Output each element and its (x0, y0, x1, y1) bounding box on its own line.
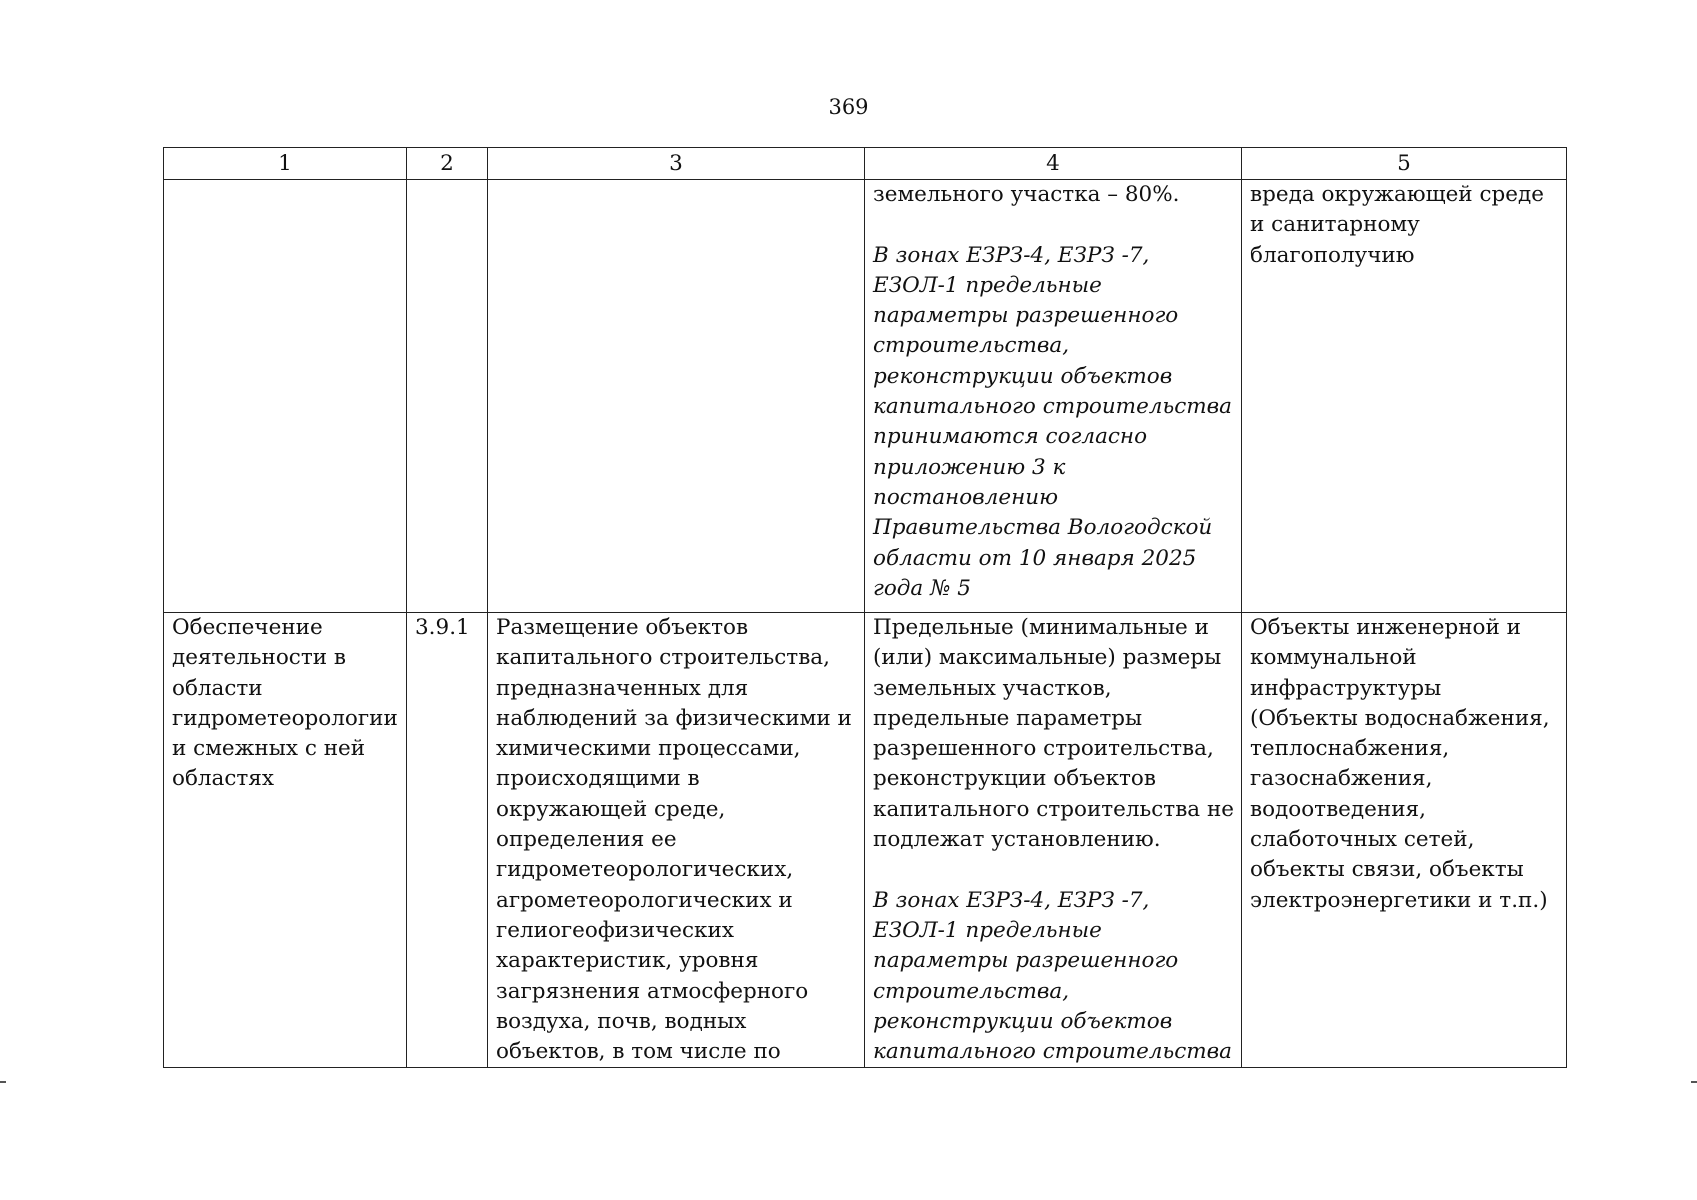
cell-text-line: благополучию (1250, 242, 1415, 268)
cell-italic-line: В зонах ЕЗРЗ-4, ЕЗРЗ -7, (873, 242, 1150, 268)
scan-edge-mark (1691, 1081, 1697, 1083)
cell-italic-line: В зонах ЕЗРЗ-4, ЕЗРЗ -7, (873, 887, 1150, 913)
paragraph-spacer (873, 855, 1234, 885)
cell-italic-line: ЕЗОЛ-1 предельные (873, 272, 1102, 298)
cell-text-line: 3.9.1 (415, 615, 470, 640)
cell-text-line: земельного участка – 80%. (873, 182, 1180, 207)
cell-italic-line: капитального строительства (873, 394, 1232, 420)
cell-text-line: объекты связи, объекты (1250, 857, 1524, 883)
cell-text-line: определения ее (496, 827, 677, 853)
cell-text-line: и смежных с ней (172, 736, 366, 762)
cell-text-line: реконструкции объектов (873, 766, 1156, 792)
cell-text-line: гидрометеорологических, (496, 857, 794, 883)
cell-italic-line: Правительства Вологодской (873, 515, 1213, 541)
cell-text-line: гелиогеофизических (496, 917, 734, 943)
cell-text-line: подлежат установлению. (873, 827, 1161, 853)
paragraph-spacer (873, 210, 1234, 240)
cell-text-line: наблюдений за физическими и (496, 705, 852, 731)
cell-text-line: Объекты инженерной и (1250, 615, 1521, 640)
cell-text-line: загрязнения атмосферного (496, 978, 809, 1004)
cell-italic-line: строительства, (873, 978, 1070, 1004)
cell-text-line: областях (172, 766, 274, 792)
cell-italic-line: постановлению (873, 484, 1059, 510)
cell-text-line: (Объекты водоснабжения, (1250, 705, 1550, 731)
cell-text-line: воздуха, почв, водных (496, 1008, 747, 1034)
cell-text-line: инфраструктуры (1250, 675, 1442, 701)
cell-italic-line: области от 10 января 2025 (873, 545, 1197, 571)
cell-italic-line: параметры разрешенного (873, 303, 1179, 329)
cell-auxiliary-uses (1242, 613, 1567, 1068)
cell-text-line: теплоснабжения, (1250, 736, 1450, 762)
cell-italic-line: года № 5 (873, 575, 971, 601)
cell-text-line: деятельности в (172, 645, 346, 671)
cell-use-description (488, 613, 865, 1068)
header-cell-5: 5 (1242, 148, 1567, 180)
cell-text-line: электроэнергетики и т.п.) (1250, 887, 1548, 913)
cell-text-line: земельных участков, (873, 675, 1112, 701)
header-cell-4: 4 (865, 148, 1242, 180)
table-header-row (164, 148, 1567, 180)
cell-italic-line: параметры разрешенного (873, 948, 1179, 974)
cell-text-line: агрометеорологических и (496, 887, 793, 913)
cell-italic-line: реконструкции объектов (873, 363, 1173, 389)
cell-auxiliary-uses (1242, 180, 1567, 613)
cell-text-line: газоснабжения, (1250, 766, 1433, 792)
cell-italic-line: принимаются согласно (873, 424, 1148, 450)
header-cell-3: 3 (488, 148, 865, 180)
regulation-table (163, 147, 1567, 1068)
cell-text-line: области (172, 675, 263, 701)
cell-text-line: химическими процессами, (496, 736, 801, 762)
cell-text-line: коммунальной (1250, 645, 1417, 671)
cell-text-line: окружающей среде, (496, 796, 726, 822)
cell-italic-line: реконструкции объектов (873, 1008, 1173, 1034)
cell-text-line: водоотведения, (1250, 796, 1426, 822)
cell-text-line: и санитарному (1250, 212, 1420, 238)
page-number: 369 (828, 95, 869, 119)
cell-text-line: предназначенных для (496, 675, 749, 701)
cell-text-line: капитального строительства не (873, 796, 1235, 822)
cell-use-code (407, 180, 488, 613)
cell-text-line: (или) максимальные) размеры (873, 645, 1222, 671)
scan-edge-mark (0, 1081, 6, 1083)
cell-text-line: предельные параметры (873, 705, 1143, 731)
header-cell-1: 1 (164, 148, 407, 180)
table-row (164, 613, 1567, 1068)
cell-text-line: вреда окружающей среде (1250, 182, 1544, 207)
cell-italic-line: ЕЗОЛ-1 предельные (873, 917, 1102, 943)
cell-text-line: разрешенного строительства, (873, 736, 1214, 762)
header-cell-2: 2 (407, 148, 488, 180)
cell-text-line: капитального строительства, (496, 645, 830, 671)
cell-use-name (164, 180, 407, 613)
cell-italic-line: приложению 3 к (873, 454, 1066, 480)
cell-parameters (865, 613, 1242, 1068)
cell-text-line: происходящими в (496, 766, 700, 792)
cell-use-code (407, 613, 488, 1068)
cell-text-line: Обеспечение (172, 615, 323, 640)
cell-text-line: объектов, в том числе по (496, 1039, 781, 1065)
cell-text-line: Размещение объектов (496, 615, 749, 640)
cell-text-line: гидрометеорологии (172, 705, 398, 731)
table-row (164, 180, 1567, 613)
cell-use-description (488, 180, 865, 613)
cell-italic-line: строительства, (873, 333, 1070, 359)
cell-text-line: Предельные (минимальные и (873, 615, 1209, 640)
cell-parameters (865, 180, 1242, 613)
cell-text-line: слаботочных сетей, (1250, 827, 1475, 853)
cell-use-name (164, 613, 407, 1068)
cell-italic-line: капитального строительства (873, 1039, 1232, 1065)
cell-text-line: характеристик, уровня (496, 948, 759, 974)
